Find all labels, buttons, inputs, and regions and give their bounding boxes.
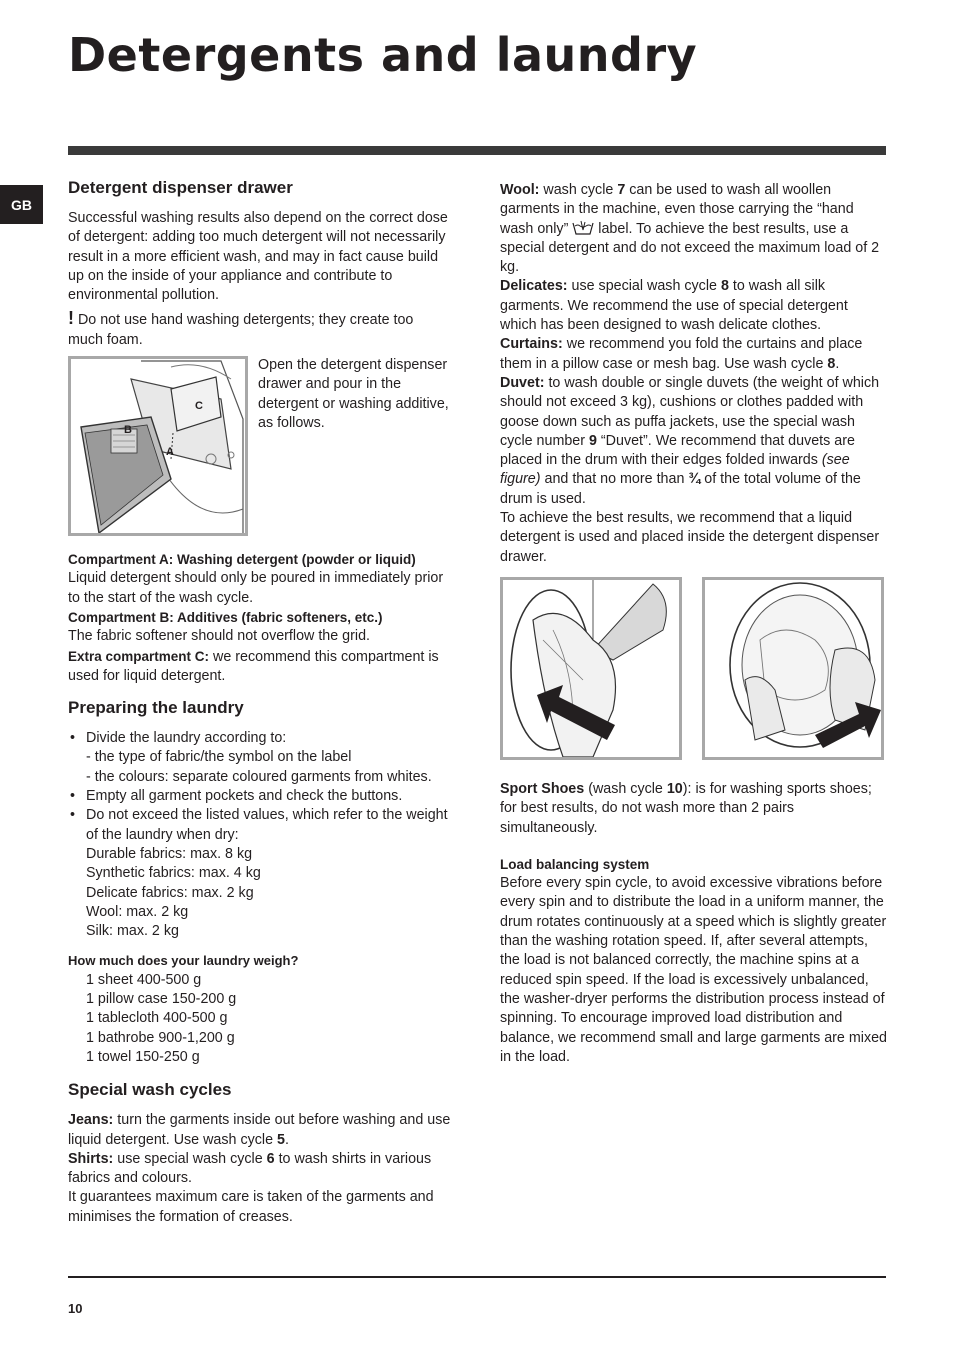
duvet-see-figure: (see figure) xyxy=(500,452,850,488)
dispenser-figure-block xyxy=(68,356,452,542)
limit-delicate: Delicate fabrics: max. 2 kg xyxy=(86,884,254,901)
shirts-care: It guarantees maximum care is taken of the garments and minimises the formation of creases. xyxy=(68,1189,434,1225)
page-number: 10 xyxy=(68,1301,83,1316)
compartment-c-note xyxy=(68,647,452,687)
curtains-end: . xyxy=(835,355,840,372)
wool-text-3: label. To achieve the best results, use a special detergent and do not exceed the maximum load of 2 kg. xyxy=(500,220,880,276)
limit-silk: Silk: max. 2 kg xyxy=(86,923,179,940)
compartment-b-label: Compartment B: Additives (fabric softeners, etc.) xyxy=(68,609,383,625)
limit-wool: Wool: max. 2 kg xyxy=(86,903,189,920)
duvet-figure-left xyxy=(500,577,682,760)
page-title: Detergents and laundry xyxy=(68,28,698,82)
wool-text: wash cycle xyxy=(539,182,618,198)
duvet-text-2: “Duvet”. We recommend that duvets are placed in the drum with their edges folded inwards xyxy=(500,432,855,469)
warning-note xyxy=(68,309,452,350)
curtains-text: we recommend you fold the curtains and place them in a pillow case or mesh bag. Use wash cycle xyxy=(500,336,863,372)
duvet-loading-illustration-icon xyxy=(503,580,679,757)
bullet-pockets: Empty all garment pockets and check the buttons. xyxy=(86,788,403,805)
delicates-text: use special wash cycle xyxy=(567,278,721,295)
left-column xyxy=(68,176,452,1227)
preparing-heading: Preparing the laundry xyxy=(68,698,244,718)
jeans-paragraph xyxy=(68,1111,452,1150)
weight-tablecloth: 1 tablecloth 400-500 g xyxy=(86,1010,228,1027)
language-tab: GB xyxy=(0,185,43,224)
weights-list xyxy=(68,971,452,1067)
shirts-label: Shirts: xyxy=(68,1150,114,1167)
sport-shoes-text: (wash cycle xyxy=(584,780,667,797)
limit-synthetic: Synthetic fabrics: max. 4 kg xyxy=(86,865,261,882)
compartment-c-text: we recommend this compartment is used for liquid detergent. xyxy=(68,648,439,684)
load-balancing-text: Before every spin cycle, to avoid excessive vibrations before every spin and to distribute the load in a uniform manner, the drum rotates continuously at a speed which is slightly greater than the washing rotation speed. If, after several attempts, the load is not balanced correctly, the machine spins at a reduced spin speed. If the load is excessively unbalanced, the washer-dryer performs the distribution process instead of spinning. To encourage improved load distribution and balance, we recommend small and large garments are mixed in the load. xyxy=(500,875,887,1065)
duvet-figures xyxy=(500,577,887,760)
jeans-text: turn the garments inside out before washing and use liquid detergent. Use wash cycle xyxy=(68,1112,451,1148)
warning-icon: ! xyxy=(68,308,74,329)
delicates-cycle: 8 xyxy=(720,278,729,295)
duvet-folding-illustration-icon xyxy=(705,580,881,757)
duvet-paragraph xyxy=(500,374,887,509)
duvet-best-results: To achieve the best results, we recommend that a liquid detergent is used and placed inside the detergent dispenser drawer. xyxy=(500,510,880,565)
limit-durable: Durable fabrics: max. 8 kg xyxy=(86,845,253,862)
header-rule xyxy=(68,146,886,155)
delicates-text-2: to wash all silk garments. We recommend the use of special detergent which has been designed to wash delicate clothes. xyxy=(500,278,848,334)
jeans-cycle: 5 xyxy=(277,1131,285,1148)
drawer-drawing-icon xyxy=(71,359,245,533)
sub-item-colours: - the colours: separate coloured garments from whites. xyxy=(86,768,432,785)
weight-sheet: 1 sheet 400-500 g xyxy=(86,971,202,988)
label-b: B xyxy=(124,424,132,437)
curtains-cycle: 8 xyxy=(827,355,836,372)
compartment-a-text: Liquid detergent should only be poured in immediately prior to the start of the wash cycle. xyxy=(68,570,444,606)
wool-text-2: can be used to wash all woollen garments in the machine, even those carrying the “hand wash only” xyxy=(500,182,854,237)
label-a: A xyxy=(166,446,174,459)
sub-item-fabric: - the type of fabric/the symbol on the label xyxy=(86,749,352,766)
weight-bathrobe: 1 bathrobe 900-1,200 g xyxy=(86,1029,235,1046)
label-c: C xyxy=(195,400,203,413)
duvet-fraction: ¾ xyxy=(688,471,701,488)
dispenser-figure-text: Open the detergent dispenser drawer and pour in the detergent or washing additive, as follows. xyxy=(258,357,449,431)
jeans-end: . xyxy=(284,1131,289,1148)
shirts-text: use special wash cycle xyxy=(113,1150,267,1167)
duvet-cycle: 9 xyxy=(589,432,597,449)
preparing-list xyxy=(68,729,452,941)
sport-shoes-cycle: 10 xyxy=(666,780,683,797)
dispenser-drawer-illustration xyxy=(68,356,248,536)
footer-rule xyxy=(68,1276,886,1278)
duvet-figure-right xyxy=(702,577,884,760)
load-balancing-heading: Load balancing system xyxy=(500,856,650,872)
sport-shoes-label: Sport Shoes xyxy=(500,780,585,797)
duvet-text-4: of the total volume of the drum is used. xyxy=(500,471,861,507)
wool-label: Wool: xyxy=(500,182,540,198)
delicates-paragraph xyxy=(500,277,887,335)
weight-towel: 1 towel 150-250 g xyxy=(86,1048,200,1065)
list-item xyxy=(68,806,452,941)
duvet-text: to wash double or single duvets (the weight of which should not exceed 3 kg), cushions or clothes padded with goose down such as puffa jackets, use the special wash cycle number xyxy=(500,374,880,449)
jeans-label: Jeans: xyxy=(68,1112,114,1129)
dispenser-heading: Detergent dispenser drawer xyxy=(68,178,293,197)
delicates-label: Delicates: xyxy=(500,278,568,295)
warning-text: Do not use hand washing detergents; they create too much foam. xyxy=(68,312,414,348)
compartment-b-text: The fabric softener should not overflow the grid. xyxy=(68,628,370,645)
duvet-label: Duvet: xyxy=(500,374,545,391)
wool-paragraph xyxy=(500,181,887,277)
shirts-cycle: 6 xyxy=(266,1150,275,1167)
wool-cycle: 7 xyxy=(617,182,626,198)
dispenser-intro: Successful washing results also depend on the correct dose of detergent: adding too much detergent will not necessarily result in a more efficient wash, and may in fact cause build up on the inside of your appliance and contribute to environmental pollution. xyxy=(68,210,448,304)
hand-wash-symbol-icon xyxy=(572,220,594,236)
shirts-paragraph xyxy=(68,1150,452,1189)
shirts-text-2: to wash shirts in various fabrics and colours. xyxy=(68,1150,432,1187)
compartment-a-label: Compartment A: Washing detergent (powder or liquid) xyxy=(68,552,416,568)
list-item xyxy=(68,729,452,787)
bullet-divide: Divide the laundry according to: xyxy=(86,730,287,747)
list-item xyxy=(68,787,452,806)
right-column xyxy=(500,181,887,1067)
curtains-label: Curtains: xyxy=(500,336,563,353)
special-heading: Special wash cycles xyxy=(68,1080,232,1100)
weigh-heading: How much does your laundry weigh? xyxy=(68,953,299,969)
weight-pillow-case: 1 pillow case 150-200 g xyxy=(86,991,237,1008)
curtains-paragraph xyxy=(500,335,887,374)
duvet-text-3: and that no more than xyxy=(540,471,689,488)
sport-shoes-text-2: ): is for washing sports shoes; for best results, do not wash more than 2 pairs simultaneously. xyxy=(500,780,872,836)
sport-shoes-paragraph xyxy=(500,780,887,838)
bullet-limits: Do not exceed the listed values, which refer to the weight of the laundry when dry: xyxy=(86,807,448,843)
compartment-c-label: Extra compartment C: xyxy=(68,648,210,664)
